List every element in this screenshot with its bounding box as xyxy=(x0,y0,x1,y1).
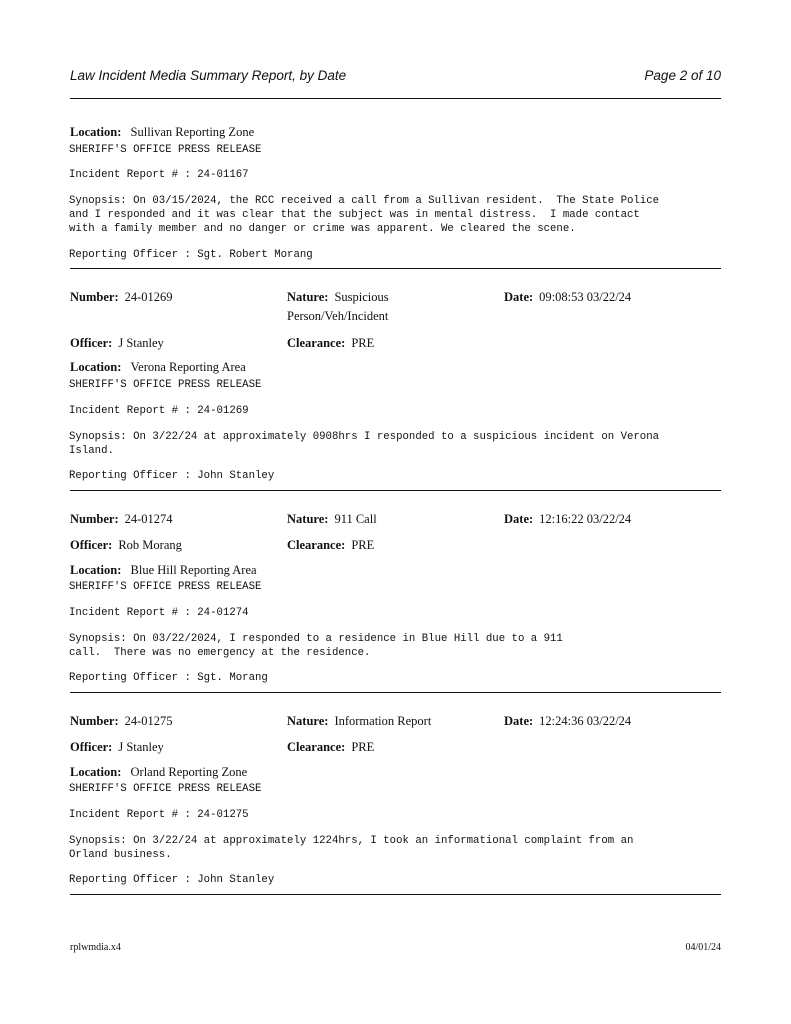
reporting-officer-line: Reporting Officer : Sgt. Robert Morang xyxy=(69,249,313,261)
number-field xyxy=(70,712,173,731)
clearance-value: PRE xyxy=(351,336,375,350)
location-value: Verona Reporting Area xyxy=(130,360,246,374)
clearance-label: Clearance: xyxy=(287,740,346,754)
record-divider xyxy=(70,268,721,269)
number-field xyxy=(70,288,173,307)
number-value: 24-01269 xyxy=(124,290,173,304)
number-label: Number: xyxy=(70,512,119,526)
report-title: Law Incident Media Summary Report, by Date xyxy=(70,68,347,83)
footer-date: 04/01/24 xyxy=(685,942,721,953)
incident-report-line: Incident Report # : 24-01269 xyxy=(69,405,249,417)
clearance-label: Clearance: xyxy=(287,336,346,350)
nature-field xyxy=(287,712,431,731)
reporting-officer-line: Reporting Officer : John Stanley xyxy=(69,874,275,886)
record-location xyxy=(70,765,247,780)
press-release-line: SHERIFF'S OFFICE PRESS RELEASE xyxy=(69,783,262,795)
nature-value: Information Report xyxy=(334,714,432,728)
incident-report-line: Incident Report # : 24-01274 xyxy=(69,607,249,619)
officer-label: Officer: xyxy=(70,740,113,754)
nature-label: Nature: xyxy=(287,290,329,304)
number-label: Number: xyxy=(70,714,119,728)
press-release-line: SHERIFF'S OFFICE PRESS RELEASE xyxy=(69,379,262,391)
nature-label: Nature: xyxy=(287,512,329,526)
officer-field xyxy=(70,536,182,555)
clearance-field xyxy=(287,334,374,353)
location-value: Sullivan Reporting Zone xyxy=(130,125,255,139)
reporting-officer-line: Reporting Officer : Sgt. Morang xyxy=(69,672,268,684)
location-label: Location: xyxy=(70,360,122,374)
number-field xyxy=(70,510,173,529)
officer-value: Rob Morang xyxy=(118,538,182,552)
header-divider xyxy=(70,98,721,99)
date-label: Date: xyxy=(504,714,534,728)
location-label: Location: xyxy=(70,125,122,139)
location-value: Orland Reporting Zone xyxy=(130,765,248,779)
date-field xyxy=(504,288,631,307)
synopsis: Synopsis: On 03/22/2024, I responded to a residence in Blue Hill due to a 911 call. There was no emergency at the residence. xyxy=(69,633,563,659)
officer-field xyxy=(70,334,164,353)
footer-report-id: rplwmdia.x4 xyxy=(70,942,121,953)
incident-report-line: Incident Report # : 24-01167 xyxy=(69,169,249,181)
clearance-label: Clearance: xyxy=(287,538,346,552)
page-number: Page 2 of 10 xyxy=(644,68,721,83)
clearance-field xyxy=(287,738,374,757)
record-divider xyxy=(70,692,721,693)
officer-value: J Stanley xyxy=(118,740,164,754)
press-release-line: SHERIFF'S OFFICE PRESS RELEASE xyxy=(69,144,262,156)
nature-value: 911 Call xyxy=(334,512,377,526)
record-divider xyxy=(70,490,721,491)
clearance-value: PRE xyxy=(351,740,375,754)
clearance-field xyxy=(287,536,374,555)
officer-value: J Stanley xyxy=(118,336,164,350)
location-label: Location: xyxy=(70,765,122,779)
date-value: 09:08:53 03/22/24 xyxy=(539,290,632,304)
synopsis: Synopsis: On 03/15/2024, the RCC received a call from a Sullivan resident. The State Police and I responded and it was clear that the subject was in mental distress. I made contact with a family member and no danger or crime was apparent. We cleared the scene. xyxy=(69,195,660,235)
nature-label: Nature: xyxy=(287,714,329,728)
location-label: Location: xyxy=(70,563,122,577)
number-value: 24-01275 xyxy=(124,714,173,728)
date-field xyxy=(504,510,631,529)
synopsis: Synopsis: On 3/22/24 at approximately 0908hrs I responded to a suspicious incident on Verona Island. xyxy=(69,431,660,457)
date-field xyxy=(504,712,631,731)
report-header xyxy=(70,68,721,86)
location-value: Blue Hill Reporting Area xyxy=(130,563,257,577)
reporting-officer-line: Reporting Officer : John Stanley xyxy=(69,470,275,482)
synopsis: Synopsis: On 3/22/24 at approximately 1224hrs, I took an informational complaint from an Orland business. xyxy=(69,835,634,861)
record-location xyxy=(70,563,257,578)
date-label: Date: xyxy=(504,290,534,304)
nature-value-continued: Person/Veh/Incident xyxy=(287,309,389,323)
number-label: Number: xyxy=(70,290,119,304)
clearance-value: PRE xyxy=(351,538,375,552)
officer-label: Officer: xyxy=(70,538,113,552)
date-value: 12:16:22 03/22/24 xyxy=(539,512,632,526)
number-value: 24-01274 xyxy=(124,512,173,526)
record-divider xyxy=(70,894,721,895)
date-value: 12:24:36 03/22/24 xyxy=(539,714,632,728)
date-label: Date: xyxy=(504,512,534,526)
nature-field xyxy=(287,288,487,326)
incident-report-line: Incident Report # : 24-01275 xyxy=(69,809,249,821)
record-location xyxy=(70,125,254,140)
officer-field xyxy=(70,738,164,757)
nature-field xyxy=(287,510,377,529)
nature-value: Suspicious xyxy=(334,290,389,304)
record-location xyxy=(70,360,246,375)
officer-label: Officer: xyxy=(70,336,113,350)
press-release-line: SHERIFF'S OFFICE PRESS RELEASE xyxy=(69,581,262,593)
